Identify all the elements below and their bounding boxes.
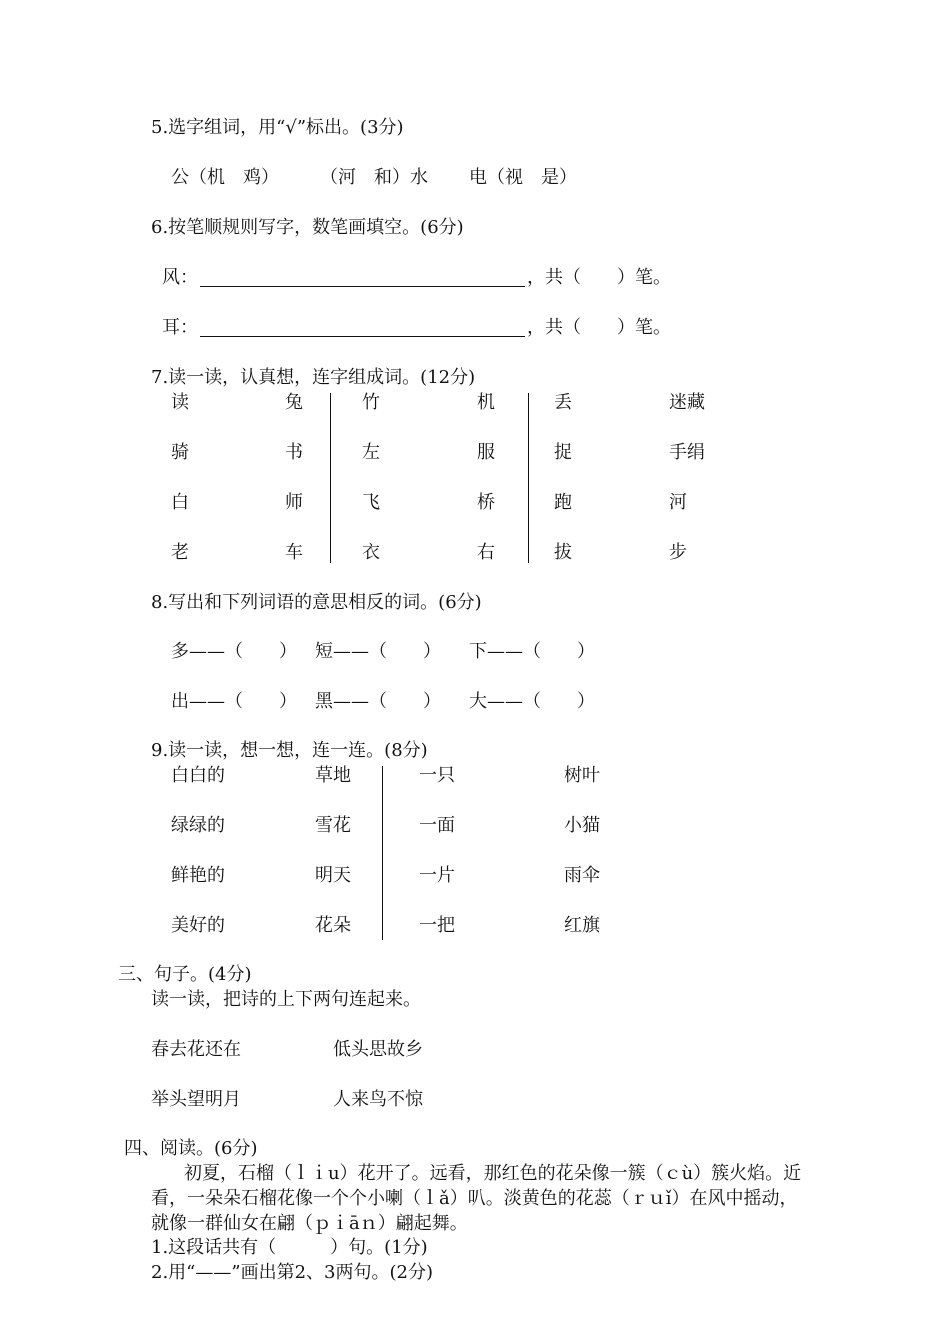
q9-word[interactable]: 一面 <box>419 815 455 836</box>
q7-char[interactable]: 衣 <box>362 542 380 563</box>
q9-word[interactable]: 一片 <box>419 865 455 886</box>
q6-suffix-1: ，共（ ）笔。 <box>527 267 671 288</box>
q9-word[interactable]: 一只 <box>419 765 455 786</box>
section-3-instruction: 读一读，把诗的上下两句连起来。 <box>151 989 421 1010</box>
q7-char[interactable]: 桥 <box>477 492 495 513</box>
q7-char[interactable]: 白 <box>171 492 189 513</box>
q7-char[interactable]: 竹 <box>362 392 380 413</box>
q9-word[interactable]: 红旗 <box>564 915 600 936</box>
q7-word[interactable]: 迷藏 <box>669 392 705 413</box>
poem-line[interactable]: 低头思故乡 <box>333 1039 423 1060</box>
q7-char[interactable]: 服 <box>477 442 495 463</box>
section-3-title: 三、句子。(4分) <box>118 964 252 985</box>
q9-word[interactable]: 鲜艳的 <box>171 865 225 886</box>
q7-char[interactable]: 左 <box>362 442 380 463</box>
q6-writing-line-1[interactable] <box>200 286 525 287</box>
q7-char[interactable]: 兔 <box>285 392 303 413</box>
reading-paragraph-line-3: 就像一群仙女在翩（ｐｉāｎ）翩起舞。 <box>151 1213 468 1234</box>
q9-word[interactable]: 草地 <box>315 765 351 786</box>
q7-char[interactable]: 骑 <box>171 442 189 463</box>
q7-word[interactable]: 步 <box>669 542 687 563</box>
q5-item-1: 公（机 鸡） <box>171 167 279 188</box>
q9-title: 9.读一读，想一想，连一连。(8分) <box>151 740 428 761</box>
q8-item[interactable]: 短——（ ） <box>315 641 441 662</box>
q9-word[interactable]: 一把 <box>419 915 455 936</box>
poem-line[interactable]: 举头望明月 <box>151 1089 241 1110</box>
q9-word[interactable]: 小猫 <box>564 815 600 836</box>
q5-title: 5.选字组词，用“√”标出。(3分) <box>151 117 404 138</box>
q9-word[interactable]: 明天 <box>315 865 351 886</box>
reading-paragraph-line-2: 看，一朵朵石榴花像一个个小喇（ｌǎ）叭。淡黄色的花蕊（ｒｕǐ）在风中摇动， <box>151 1188 798 1209</box>
poem-line[interactable]: 人来鸟不惊 <box>333 1089 423 1110</box>
q6-suffix-2: ，共（ ）笔。 <box>527 317 671 338</box>
q7-char[interactable]: 书 <box>285 442 303 463</box>
q7-char[interactable]: 老 <box>171 542 189 563</box>
q7-char[interactable]: 师 <box>285 492 303 513</box>
q7-divider-1 <box>330 393 331 563</box>
q7-char[interactable]: 丢 <box>554 392 572 413</box>
q8-item[interactable]: 出——（ ） <box>171 691 297 712</box>
q7-char[interactable]: 捉 <box>554 442 572 463</box>
q8-item[interactable]: 大——（ ） <box>469 691 595 712</box>
q6-title: 6.按笔顺规则写字，数笔画填空。(6分) <box>151 217 464 238</box>
q8-item[interactable]: 下——（ ） <box>469 641 595 662</box>
q7-word[interactable]: 河 <box>669 492 687 513</box>
q5-item-3: 电（视 是） <box>469 167 577 188</box>
q7-char[interactable]: 拔 <box>554 542 572 563</box>
q7-char[interactable]: 车 <box>285 542 303 563</box>
q9-word[interactable]: 美好的 <box>171 915 225 936</box>
q9-word[interactable]: 绿绿的 <box>171 815 225 836</box>
q5-item-2: （河 和）水 <box>320 167 428 188</box>
q7-divider-2 <box>528 393 529 563</box>
q6-char-er: 耳： <box>162 317 198 338</box>
q8-item[interactable]: 黑——（ ） <box>315 691 441 712</box>
poem-line[interactable]: 春去花还在 <box>151 1039 241 1060</box>
q9-word[interactable]: 白白的 <box>171 765 225 786</box>
reading-paragraph-line-1: 初夏，石榴（ｌｉu）花开了。远看，那红色的花朵像一簇（ｃù）簇火焰。近 <box>184 1163 802 1184</box>
q6-char-feng: 风： <box>162 267 198 288</box>
q7-title: 7.读一读，认真想，连字组成词。(12分) <box>151 367 476 388</box>
q7-char[interactable]: 跑 <box>554 492 572 513</box>
q9-word[interactable]: 雪花 <box>315 815 351 836</box>
q7-char[interactable]: 读 <box>171 392 189 413</box>
q7-char[interactable]: 机 <box>477 392 495 413</box>
q9-word[interactable]: 花朵 <box>315 915 351 936</box>
q7-word[interactable]: 手绢 <box>669 442 705 463</box>
reading-question-2: 2.用“——”画出第2、3两句。(2分) <box>151 1262 433 1283</box>
q8-title: 8.写出和下列词语的意思相反的词。(6分) <box>151 592 482 613</box>
reading-question-1: 1.这段话共有（ ）句。(1分) <box>151 1237 428 1258</box>
section-4-title: 四、阅读。(6分) <box>124 1138 258 1159</box>
q6-writing-line-2[interactable] <box>200 336 525 337</box>
q7-char[interactable]: 飞 <box>362 492 380 513</box>
q7-char[interactable]: 右 <box>477 542 495 563</box>
q8-item[interactable]: 多——（ ） <box>171 641 297 662</box>
q9-word[interactable]: 雨伞 <box>564 865 600 886</box>
q9-divider <box>382 766 383 940</box>
q9-word[interactable]: 树叶 <box>564 765 600 786</box>
